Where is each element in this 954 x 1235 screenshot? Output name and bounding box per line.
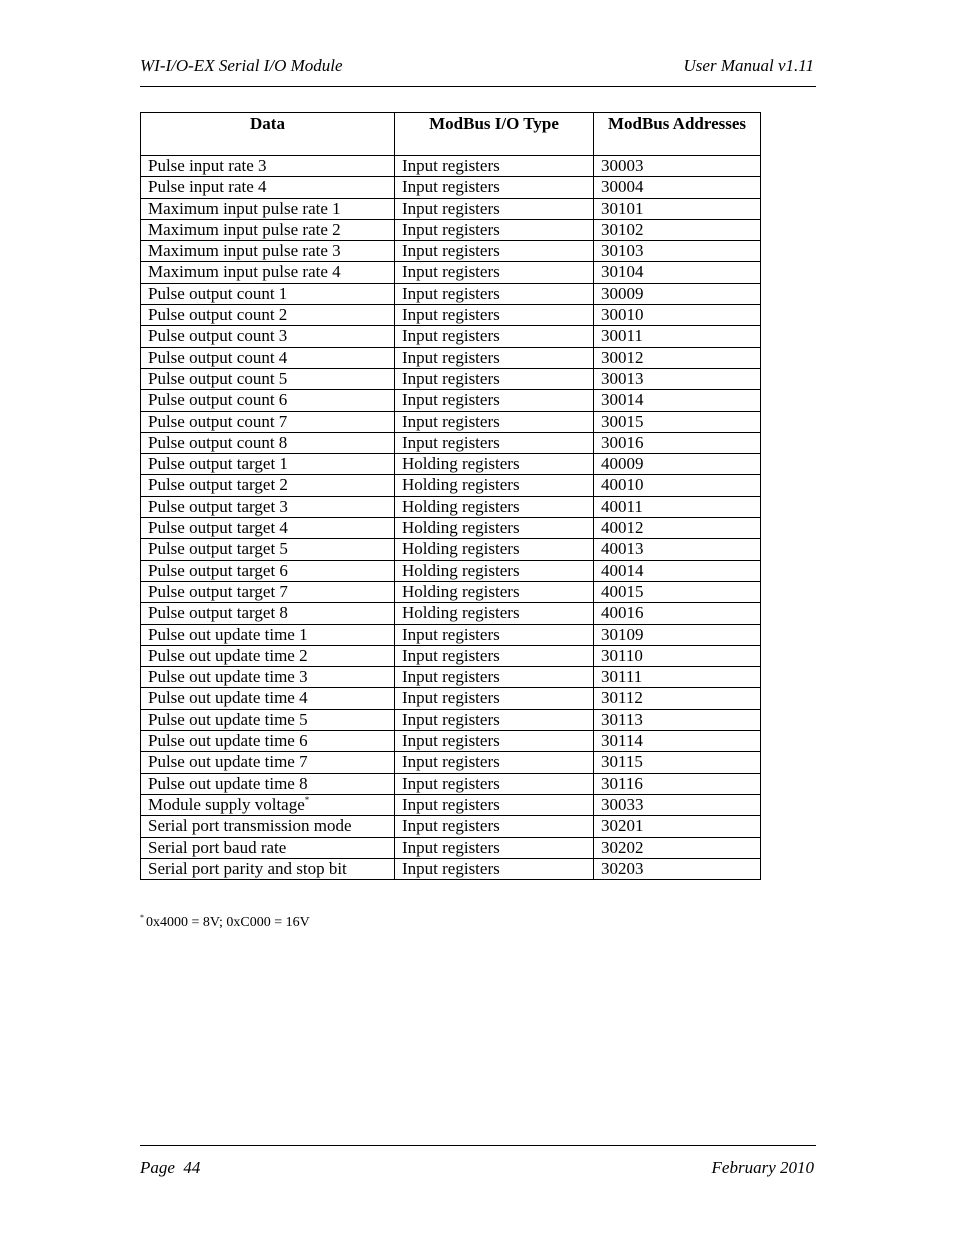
cell-address — [594, 858, 761, 879]
cell-address — [594, 688, 761, 709]
table-row — [141, 645, 761, 666]
cell-data — [141, 283, 395, 304]
table-row — [141, 773, 761, 794]
table-row — [141, 518, 761, 539]
cell-io-type-text: Input registers — [402, 305, 500, 325]
cell-address-text: 30203 — [601, 858, 644, 878]
cell-data — [141, 858, 395, 879]
cell-data — [141, 773, 395, 794]
cell-io-type — [395, 411, 594, 432]
cell-data-text: Pulse output target 5 — [148, 539, 288, 559]
cell-data-text: Pulse out update time 8 — [148, 773, 308, 793]
cell-io-type-text: Input registers — [402, 667, 500, 687]
cell-io-type-text: Input registers — [402, 326, 500, 346]
cell-data — [141, 347, 395, 368]
table-row — [141, 624, 761, 645]
cell-io-type — [395, 262, 594, 283]
table-row — [141, 688, 761, 709]
table-row — [141, 283, 761, 304]
cell-data — [141, 454, 395, 475]
cell-io-type-text: Input registers — [402, 241, 500, 261]
cell-data — [141, 262, 395, 283]
cell-io-type-text: Holding registers — [402, 560, 520, 580]
table-row — [141, 858, 761, 879]
cell-address — [594, 368, 761, 389]
cell-data-text: Pulse out update time 1 — [148, 624, 308, 644]
cell-address-text: 40014 — [601, 560, 644, 580]
cell-address-text: 40015 — [601, 581, 644, 601]
footnote-reference-marker: * — [304, 794, 310, 805]
table-header-row — [141, 113, 761, 156]
cell-io-type-text: Input registers — [402, 731, 500, 751]
cell-io-type-text: Input registers — [402, 794, 500, 814]
cell-data-text: Pulse output count 1 — [148, 283, 288, 303]
cell-io-type — [395, 283, 594, 304]
cell-data — [141, 518, 395, 539]
cell-data-text: Pulse output target 6 — [148, 560, 288, 580]
cell-io-type — [395, 219, 594, 240]
cell-address — [594, 305, 761, 326]
cell-io-type-text: Input registers — [402, 773, 500, 793]
table-row — [141, 752, 761, 773]
table-row — [141, 475, 761, 496]
cell-address-text: 30116 — [601, 773, 643, 793]
table-row — [141, 347, 761, 368]
cell-data — [141, 390, 395, 411]
table-row — [141, 560, 761, 581]
cell-data-text: Pulse out update time 3 — [148, 667, 308, 687]
cell-data-text: Pulse out update time 7 — [148, 752, 308, 772]
table-row — [141, 496, 761, 517]
cell-io-type-text: Input registers — [402, 858, 500, 878]
cell-address — [594, 219, 761, 240]
cell-io-type — [395, 198, 594, 219]
cell-io-type — [395, 581, 594, 602]
cell-io-type — [395, 156, 594, 177]
cell-io-type-text: Holding registers — [402, 475, 520, 495]
table-row — [141, 390, 761, 411]
cell-address-text: 30115 — [601, 752, 643, 772]
cell-address-text: 30109 — [601, 624, 644, 644]
footnote-marker: * — [140, 913, 144, 922]
cell-data — [141, 496, 395, 517]
cell-data-text: Serial port parity and stop bit — [148, 858, 347, 878]
table-row — [141, 794, 761, 815]
cell-io-type-text: Input registers — [402, 283, 500, 303]
running-footer — [140, 1145, 816, 1176]
cell-data-text: Module supply voltage — [148, 794, 305, 814]
cell-address — [594, 262, 761, 283]
cell-data-text: Maximum input pulse rate 3 — [148, 241, 341, 261]
table-body — [141, 156, 761, 880]
cell-data — [141, 219, 395, 240]
cell-io-type — [395, 347, 594, 368]
cell-io-type — [395, 390, 594, 411]
cell-address — [594, 390, 761, 411]
cell-data — [141, 581, 395, 602]
cell-address — [594, 709, 761, 730]
cell-io-type — [395, 603, 594, 624]
cell-io-type-text: Input registers — [402, 709, 500, 729]
cell-io-type — [395, 560, 594, 581]
cell-data-text: Pulse input rate 4 — [148, 177, 267, 197]
cell-data-text: Pulse out update time 5 — [148, 709, 308, 729]
cell-address — [594, 667, 761, 688]
cell-data-text: Pulse out update time 4 — [148, 688, 308, 708]
cell-data-text: Serial port baud rate — [148, 837, 287, 857]
column-header-addresses-label: ModBus Addresses — [607, 114, 747, 133]
cell-io-type — [395, 837, 594, 858]
cell-data — [141, 667, 395, 688]
cell-io-type — [395, 305, 594, 326]
cell-data-text: Pulse output target 7 — [148, 581, 288, 601]
cell-io-type-text: Input registers — [402, 177, 500, 197]
cell-io-type-text: Input registers — [402, 390, 500, 410]
table-row — [141, 305, 761, 326]
cell-address-text: 30012 — [601, 347, 644, 367]
cell-address — [594, 177, 761, 198]
cell-address-text: 30101 — [601, 198, 644, 218]
cell-data — [141, 837, 395, 858]
cell-address-text: 30111 — [601, 667, 643, 687]
cell-io-type-text: Input registers — [402, 219, 500, 239]
cell-io-type-text: Input registers — [402, 688, 500, 708]
cell-data — [141, 305, 395, 326]
cell-io-type-text: Input registers — [402, 156, 500, 175]
cell-io-type-text: Holding registers — [402, 581, 520, 601]
cell-data-text: Pulse output count 8 — [148, 432, 288, 452]
cell-io-type — [395, 645, 594, 666]
cell-data — [141, 475, 395, 496]
cell-io-type — [395, 475, 594, 496]
cell-io-type-text: Holding registers — [402, 518, 520, 538]
cell-data-text: Pulse output count 2 — [148, 305, 288, 325]
table-row — [141, 454, 761, 475]
table-row — [141, 581, 761, 602]
footnote — [140, 913, 310, 931]
table-row — [141, 262, 761, 283]
cell-address — [594, 156, 761, 177]
table-row — [141, 667, 761, 688]
cell-address — [594, 411, 761, 432]
cell-address — [594, 837, 761, 858]
cell-io-type-text: Input registers — [402, 624, 500, 644]
cell-address — [594, 731, 761, 752]
column-header-io-type: ModBus I/O Type — [395, 113, 594, 156]
cell-address-text: 30009 — [601, 283, 644, 303]
column-header-data: Data — [141, 113, 395, 156]
cell-io-type-text: Input registers — [402, 347, 500, 367]
cell-io-type-text: Input registers — [402, 411, 500, 431]
cell-data — [141, 326, 395, 347]
cell-io-type — [395, 539, 594, 560]
table-row — [141, 156, 761, 177]
footnote-text: 0x4000 = 8V; 0xC000 = 16V — [146, 915, 310, 930]
cell-data-text: Maximum input pulse rate 2 — [148, 219, 341, 239]
cell-data-text: Pulse output count 3 — [148, 326, 288, 346]
cell-data-text: Pulse output target 3 — [148, 496, 288, 516]
cell-address — [594, 581, 761, 602]
cell-data-text: Maximum input pulse rate 4 — [148, 262, 341, 282]
cell-address-text: 40009 — [601, 454, 644, 474]
cell-data-text: Serial port transmission mode — [148, 816, 352, 836]
cell-data-text: Pulse output target 8 — [148, 603, 288, 623]
cell-io-type — [395, 177, 594, 198]
manual-version: User Manual v1.11 — [683, 56, 814, 75]
cell-address — [594, 198, 761, 219]
cell-io-type-text: Input registers — [402, 198, 500, 218]
cell-address-text: 30013 — [601, 368, 644, 388]
cell-data — [141, 624, 395, 645]
cell-address — [594, 347, 761, 368]
table-row — [141, 731, 761, 752]
cell-address-text: 40016 — [601, 603, 644, 623]
table-row — [141, 432, 761, 453]
cell-io-type-text: Input registers — [402, 816, 500, 836]
table-row — [141, 241, 761, 262]
cell-data-text: Pulse output count 4 — [148, 347, 288, 367]
cell-io-type — [395, 624, 594, 645]
cell-io-type-text: Input registers — [402, 837, 500, 857]
cell-address-text: 30014 — [601, 390, 644, 410]
table-row — [141, 326, 761, 347]
cell-io-type — [395, 368, 594, 389]
cell-address — [594, 560, 761, 581]
cell-address-text: 30202 — [601, 837, 644, 857]
cell-data — [141, 731, 395, 752]
cell-io-type-text: Input registers — [402, 752, 500, 772]
cell-io-type — [395, 326, 594, 347]
cell-address — [594, 539, 761, 560]
cell-data — [141, 603, 395, 624]
cell-data — [141, 177, 395, 198]
cell-address-text: 30016 — [601, 432, 644, 452]
table-row — [141, 837, 761, 858]
cell-address-text: 30103 — [601, 241, 644, 261]
cell-address — [594, 518, 761, 539]
cell-io-type — [395, 454, 594, 475]
cell-data-text: Pulse out update time 6 — [148, 731, 308, 751]
cell-address-text: 30015 — [601, 411, 644, 431]
table-row — [141, 603, 761, 624]
cell-io-type — [395, 496, 594, 517]
cell-data — [141, 794, 395, 815]
cell-address — [594, 241, 761, 262]
cell-address-text: 40010 — [601, 475, 644, 495]
cell-address-text: 30010 — [601, 305, 644, 325]
cell-address-text: 30113 — [601, 709, 643, 729]
cell-io-type — [395, 858, 594, 879]
cell-address — [594, 624, 761, 645]
cell-data — [141, 560, 395, 581]
cell-data — [141, 752, 395, 773]
table-row — [141, 539, 761, 560]
cell-data — [141, 156, 395, 177]
cell-io-type — [395, 752, 594, 773]
table-row — [141, 368, 761, 389]
cell-io-type — [395, 794, 594, 815]
cell-address-text: 30003 — [601, 156, 644, 175]
table-row — [141, 198, 761, 219]
table-row — [141, 411, 761, 432]
cell-data — [141, 432, 395, 453]
cell-data-text: Pulse out update time 2 — [148, 645, 308, 665]
cell-io-type-text: Input registers — [402, 262, 500, 282]
cell-io-type — [395, 241, 594, 262]
cell-data — [141, 368, 395, 389]
cell-data — [141, 645, 395, 666]
cell-io-type — [395, 667, 594, 688]
document-title: WI-I/O-EX Serial I/O Module — [140, 56, 343, 75]
cell-address-text: 30112 — [601, 688, 643, 708]
cell-io-type-text: Input registers — [402, 645, 500, 665]
cell-data-text: Pulse output count 5 — [148, 368, 288, 388]
page-number: Page 44 — [140, 1158, 201, 1177]
cell-address-text: 40011 — [601, 496, 643, 516]
table-row — [141, 816, 761, 837]
cell-data-text: Pulse output target 1 — [148, 454, 288, 474]
cell-data — [141, 816, 395, 837]
cell-data — [141, 688, 395, 709]
cell-address — [594, 326, 761, 347]
cell-data-text: Pulse output target 2 — [148, 475, 288, 495]
cell-address-text: 30011 — [601, 326, 643, 346]
cell-io-type-text: Holding registers — [402, 539, 520, 559]
cell-address-text: 30102 — [601, 219, 644, 239]
cell-address — [594, 603, 761, 624]
cell-address — [594, 773, 761, 794]
cell-address-text: 30114 — [601, 731, 643, 751]
column-header-addresses — [594, 113, 761, 156]
cell-address-text: 30201 — [601, 816, 644, 836]
cell-address — [594, 752, 761, 773]
cell-data-text: Pulse output count 7 — [148, 411, 288, 431]
publication-date: February 2010 — [711, 1158, 814, 1177]
cell-io-type — [395, 518, 594, 539]
cell-address-text: 40013 — [601, 539, 644, 559]
cell-data-text: Pulse input rate 3 — [148, 156, 267, 175]
cell-io-type-text: Holding registers — [402, 496, 520, 516]
table-row — [141, 709, 761, 730]
cell-address — [594, 794, 761, 815]
cell-address-text: 30110 — [601, 645, 643, 665]
cell-data — [141, 411, 395, 432]
cell-address-text: 30033 — [601, 794, 644, 814]
cell-io-type — [395, 731, 594, 752]
cell-data-text: Maximum input pulse rate 1 — [148, 198, 341, 218]
cell-data — [141, 241, 395, 262]
cell-address-text: 30004 — [601, 177, 644, 197]
cell-io-type-text: Holding registers — [402, 603, 520, 623]
cell-io-type — [395, 816, 594, 837]
cell-data — [141, 539, 395, 560]
table-row — [141, 219, 761, 240]
cell-address — [594, 475, 761, 496]
modbus-address-table — [140, 112, 761, 880]
cell-address-text: 30104 — [601, 262, 644, 282]
cell-io-type — [395, 773, 594, 794]
cell-data — [141, 709, 395, 730]
cell-address — [594, 454, 761, 475]
cell-data-text: Pulse output target 4 — [148, 518, 288, 538]
cell-io-type-text: Input registers — [402, 368, 500, 388]
cell-address-text: 40012 — [601, 518, 644, 538]
cell-io-type — [395, 432, 594, 453]
cell-io-type-text: Input registers — [402, 432, 500, 452]
cell-data-text: Pulse output count 6 — [148, 390, 288, 410]
cell-io-type-text: Holding registers — [402, 454, 520, 474]
cell-address — [594, 496, 761, 517]
cell-address — [594, 432, 761, 453]
cell-io-type — [395, 709, 594, 730]
running-header — [140, 56, 816, 87]
cell-address — [594, 645, 761, 666]
cell-data — [141, 198, 395, 219]
cell-address — [594, 283, 761, 304]
cell-address — [594, 816, 761, 837]
table-row — [141, 177, 761, 198]
cell-io-type — [395, 688, 594, 709]
